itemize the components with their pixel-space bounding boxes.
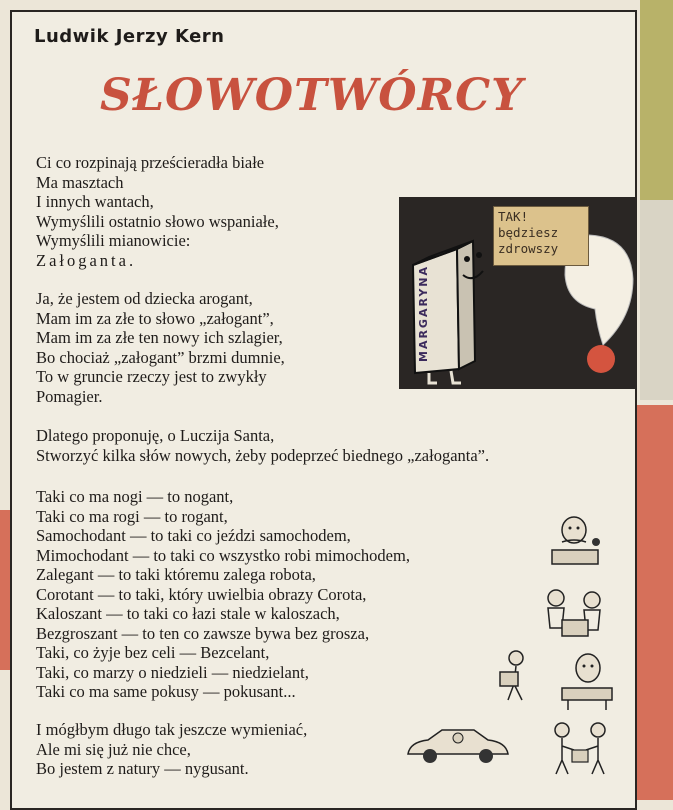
poem-line: Zalegant — to taki któremu zalega robota, — [36, 565, 316, 584]
olive-edge-strip — [640, 0, 673, 200]
two-men-talking-sketch — [548, 720, 614, 776]
poem-line: Mimochodant — to taki co wszystko robi mimochodem, — [36, 545, 410, 565]
poem-line: Ma masztach — [36, 172, 124, 192]
stanza-5 — [36, 720, 307, 779]
speech-line: TAK! — [498, 209, 529, 224]
poem-line: Wymyślili ostatnio słowo wspaniałe, — [36, 211, 279, 231]
poem-line: Taki co ma nogi — to nogant, — [36, 487, 234, 506]
poem-line: Taki, co żyje bez celi — Bezcelant, — [36, 643, 270, 662]
poem-line: Wymyślili mianowicie: — [36, 231, 191, 250]
poem-title: SŁOWOTWÓRCY — [100, 70, 524, 121]
stanza-3 — [36, 426, 489, 465]
car-sketch — [402, 724, 514, 770]
poem-line: Corotant — to taki, który uwielbia obrazy Corota, — [36, 584, 367, 604]
man-at-table-sketch — [556, 650, 618, 712]
speech-line: zdrowszy — [498, 241, 559, 256]
poem-line: Ja, że jestem od dziecka arogant, — [36, 289, 253, 308]
stanza-2 — [36, 289, 285, 406]
poem-line: Stworzyć kilka słów nowych, żeby podeprzeć biednego „załoganta”. — [36, 445, 490, 465]
poem-line: Taki, co marzy o niedzieli — niedzielant, — [36, 662, 309, 682]
stanza-4 — [36, 487, 410, 702]
poem-line: Mam im za złe to słowo „załogant”, — [36, 308, 274, 328]
poem-line: To w gruncie rzeczy jest to zwykły — [36, 367, 267, 386]
gray-edge-strip — [640, 200, 673, 400]
man-with-box-sketch — [494, 648, 540, 704]
poem-line: Dlatego proponuję, o Luczija Santa, — [36, 426, 275, 445]
author-name: Ludwik Jerzy Kern — [34, 26, 225, 47]
poem-line: Kaloszant — to taki co łazi stale w kaloszach, — [36, 604, 340, 623]
red-edge-strip — [633, 405, 673, 800]
margaryna-box-label: MARGARYNA — [417, 264, 430, 362]
poem-line: Taki co ma same pokusy — pokusant... — [36, 682, 296, 701]
poem-line: Samochodant — to taki co jeździ samochodem, — [36, 526, 351, 545]
poem-line: Ale mi się już nie chce, — [36, 739, 191, 759]
poem-line: Bezgroszant — to ten co zawsze bywa bez grosza, — [36, 623, 370, 643]
poem-line: Załoganta. — [36, 250, 137, 270]
poem-line: Bo jestem z natury — nygusant. — [36, 759, 249, 778]
poem-line: Bo chociaż „załogant” brzmi dumnie, — [36, 347, 285, 367]
poem-line: Ci co rozpinają prześcieradła białe — [36, 153, 265, 172]
poem-line: Taki co ma rogi — to rogant, — [36, 506, 228, 526]
speech-line: będziesz — [498, 225, 559, 240]
stanza-1 — [36, 153, 279, 270]
two-men-desk-sketch — [540, 586, 610, 646]
speech-bubble — [493, 206, 589, 266]
poem-line: I mógłbym długo tak jeszcze wymieniać, — [36, 720, 308, 739]
poem-line: Pomagier. — [36, 386, 103, 406]
poem-line: Mam im za złe ten nowy ich szlagier, — [36, 328, 283, 347]
man-at-desk-sketch — [540, 512, 610, 568]
left-red-strip — [0, 510, 10, 670]
poem-line: I innych wantach, — [36, 192, 154, 211]
